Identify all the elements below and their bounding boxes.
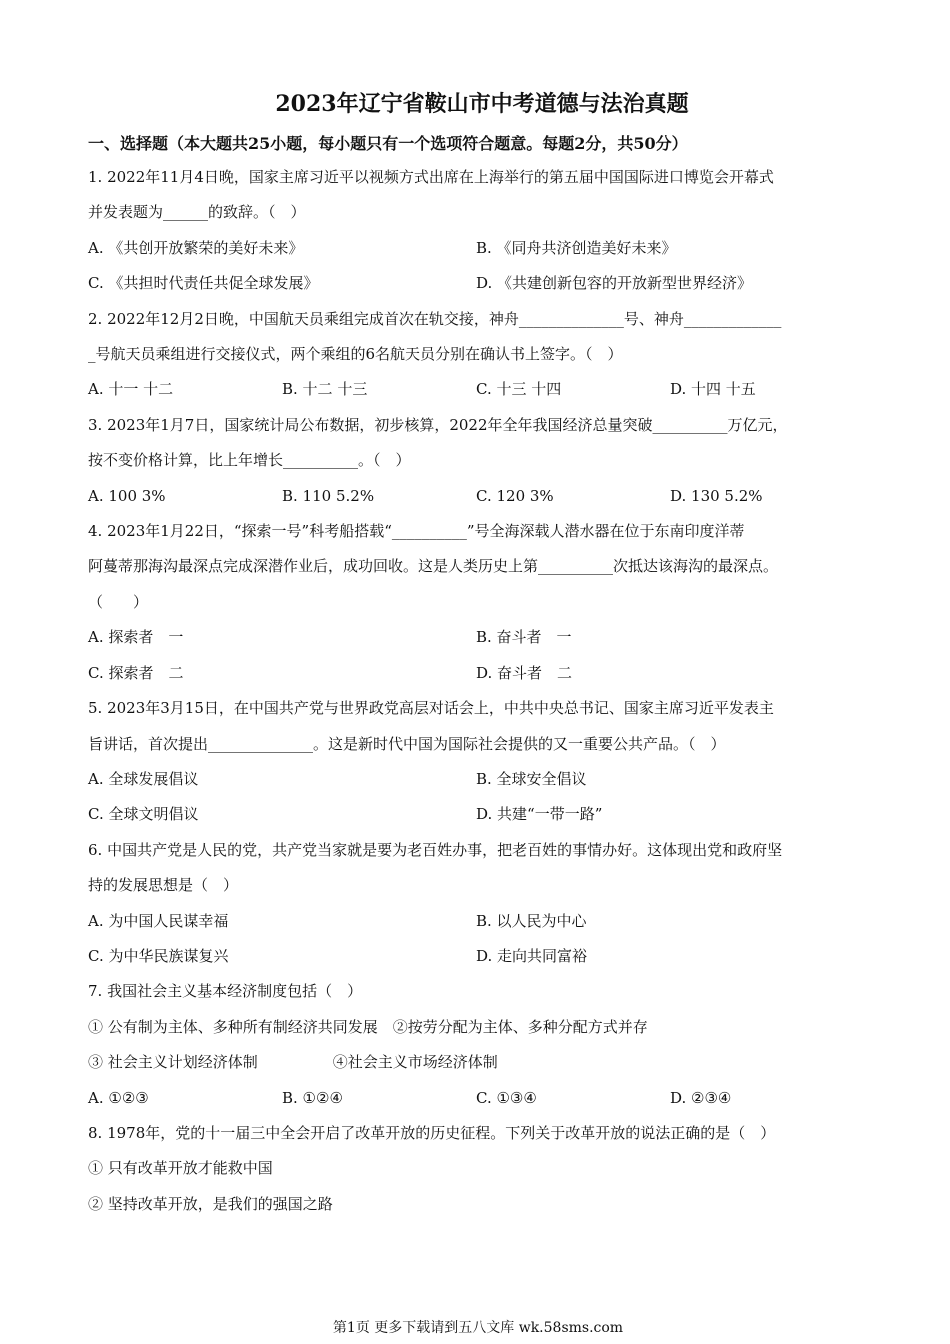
question-7 [88, 974, 864, 1116]
options-row [88, 656, 864, 691]
question-4 [88, 514, 864, 691]
question-text: （ ） [88, 592, 149, 611]
question-text: 7. 我国社会主义基本经济制度包括（ ） [88, 982, 363, 1001]
question-text: 并发表题为______的致辞。（ ） [88, 203, 306, 222]
statement-line: ② 坚持改革开放，是我们的强国之路 [88, 1194, 333, 1213]
option-c: C. 120 3% [476, 486, 554, 505]
option-d: D. 走向共同富裕 [476, 946, 588, 965]
statement-line: ① 公有制为主体、多种所有制经济共同发展 ②按劳分配为主体、多种分配方式并存 [88, 1017, 648, 1036]
option-b: B. 《同舟共济创造美好未来》 [476, 238, 677, 257]
question-text: 8. 1978年，党的十一届三中全会开启了改革开放的历史征程。下列关于改革开放的说法正确的是（ ） [88, 1123, 776, 1142]
option-c: C. 为中华民族谋复兴 [88, 946, 229, 965]
question-text: 阿蔓蒂那海沟最深点完成深潜作业后，成功回收。这是人类历史上第__________次抵达该海沟的最深点。 [88, 557, 779, 576]
question-text: 1. 2022年11月4日晚，国家主席习近平以视频方式出席在上海举行的第五届中国国际进口博览会开幕式 [88, 168, 774, 186]
option-d: D. 130 5.2% [670, 486, 763, 505]
question-text: 4. 2023年1月22日，“探索一号”科考船搭载“__________”号全海深载人潜水器在位于东南印度洋蒂 [88, 522, 745, 541]
question-text: 5. 2023年3月15日，在中国共产党与世界政党高层对话会上，中共中央总书记、国家主席习近平发表主 [88, 699, 774, 718]
question-text: 2. 2022年12月2日晚，中国航天员乘组完成首次在轨交接，神舟______________号、神舟_____________ [88, 309, 782, 328]
page-title: 2023年辽宁省鞍山市中考道德与法治真题 [275, 91, 689, 117]
page-footer: 第1页 更多下载请到五八文库 wk.58sms.com [332, 1320, 624, 1336]
option-c: C. ①③④ [476, 1088, 537, 1107]
options-row [88, 762, 864, 797]
options-row [88, 266, 864, 301]
question-1 [88, 160, 864, 302]
statement-line: ③ 社会主义计划经济体制 ④社会主义市场经济体制 [88, 1053, 498, 1072]
option-b: B. 以人民为中心 [476, 911, 587, 930]
question-text: 按不变价格计算，比上年增长__________。（ ） [88, 451, 411, 470]
option-c: C. 十三 十四 [476, 380, 562, 399]
question-text: 持的发展思想是（ ） [88, 876, 239, 895]
option-b: B. 十二 十三 [282, 380, 368, 399]
option-a: A. 《共创开放繁荣的美好未来》 [88, 238, 304, 257]
option-d: D. ②③④ [670, 1088, 732, 1107]
question-3 [88, 408, 864, 514]
options-row [88, 620, 864, 655]
options-row [88, 231, 864, 266]
option-a: A. 100 3% [88, 486, 166, 505]
option-c: C. 《共担时代责任共促全球发展》 [88, 274, 319, 293]
option-d: D. 奋斗者 二 [476, 663, 573, 682]
option-c: C. 探索者 二 [88, 663, 184, 682]
options-row [88, 904, 864, 939]
options-row [88, 939, 864, 974]
options-row [88, 479, 864, 514]
option-b: B. 110 5.2% [282, 486, 375, 505]
question-text: 旨讲话，首次提出______________。这是新时代中国为国际社会提供的又一重要公共产品。（ ） [88, 734, 726, 753]
option-a: A. 为中国人民谋幸福 [88, 911, 229, 930]
question-5 [88, 691, 864, 833]
option-b: B. ①②④ [282, 1088, 343, 1107]
option-d: D. 十四 十五 [670, 380, 756, 399]
option-a: A. 探索者 一 [88, 628, 184, 647]
option-d: D. 共建“一带一路” [476, 805, 603, 824]
section-heading: 一、选择题（本大题共25小题，每小题只有一个选项符合题意。每题2分，共50分） [88, 134, 688, 153]
option-d: D. 《共建创新包容的开放新型世界经济》 [476, 274, 753, 293]
option-a: A. ①②③ [88, 1088, 149, 1107]
question-6 [88, 833, 864, 975]
options-row [88, 1081, 864, 1116]
question-text: 6. 中国共产党是人民的党，共产党当家就是要为老百姓办事，把老百姓的事情办好。这体现出党和政府坚 [88, 840, 783, 859]
statement-line: ① 只有改革开放才能救中国 [88, 1159, 273, 1178]
question-8 [88, 1116, 864, 1222]
exam-page [88, 84, 864, 1222]
option-a: A. 十一 十二 [88, 380, 174, 399]
question-2 [88, 302, 864, 408]
option-b: B. 全球安全倡议 [476, 769, 587, 788]
question-text: _号航天员乘组进行交接仪式，两个乘组的6名航天员分别在确认书上签字。（ ） [88, 345, 623, 364]
option-c: C. 全球文明倡议 [88, 805, 199, 824]
option-a: A. 全球发展倡议 [88, 769, 199, 788]
option-b: B. 奋斗者 一 [476, 628, 572, 647]
options-row [88, 372, 864, 407]
question-text: 3. 2023年1月7日，国家统计局公布数据，初步核算，2022年全年我国经济总量突破__________万亿元， [88, 415, 788, 434]
options-row [88, 797, 864, 832]
